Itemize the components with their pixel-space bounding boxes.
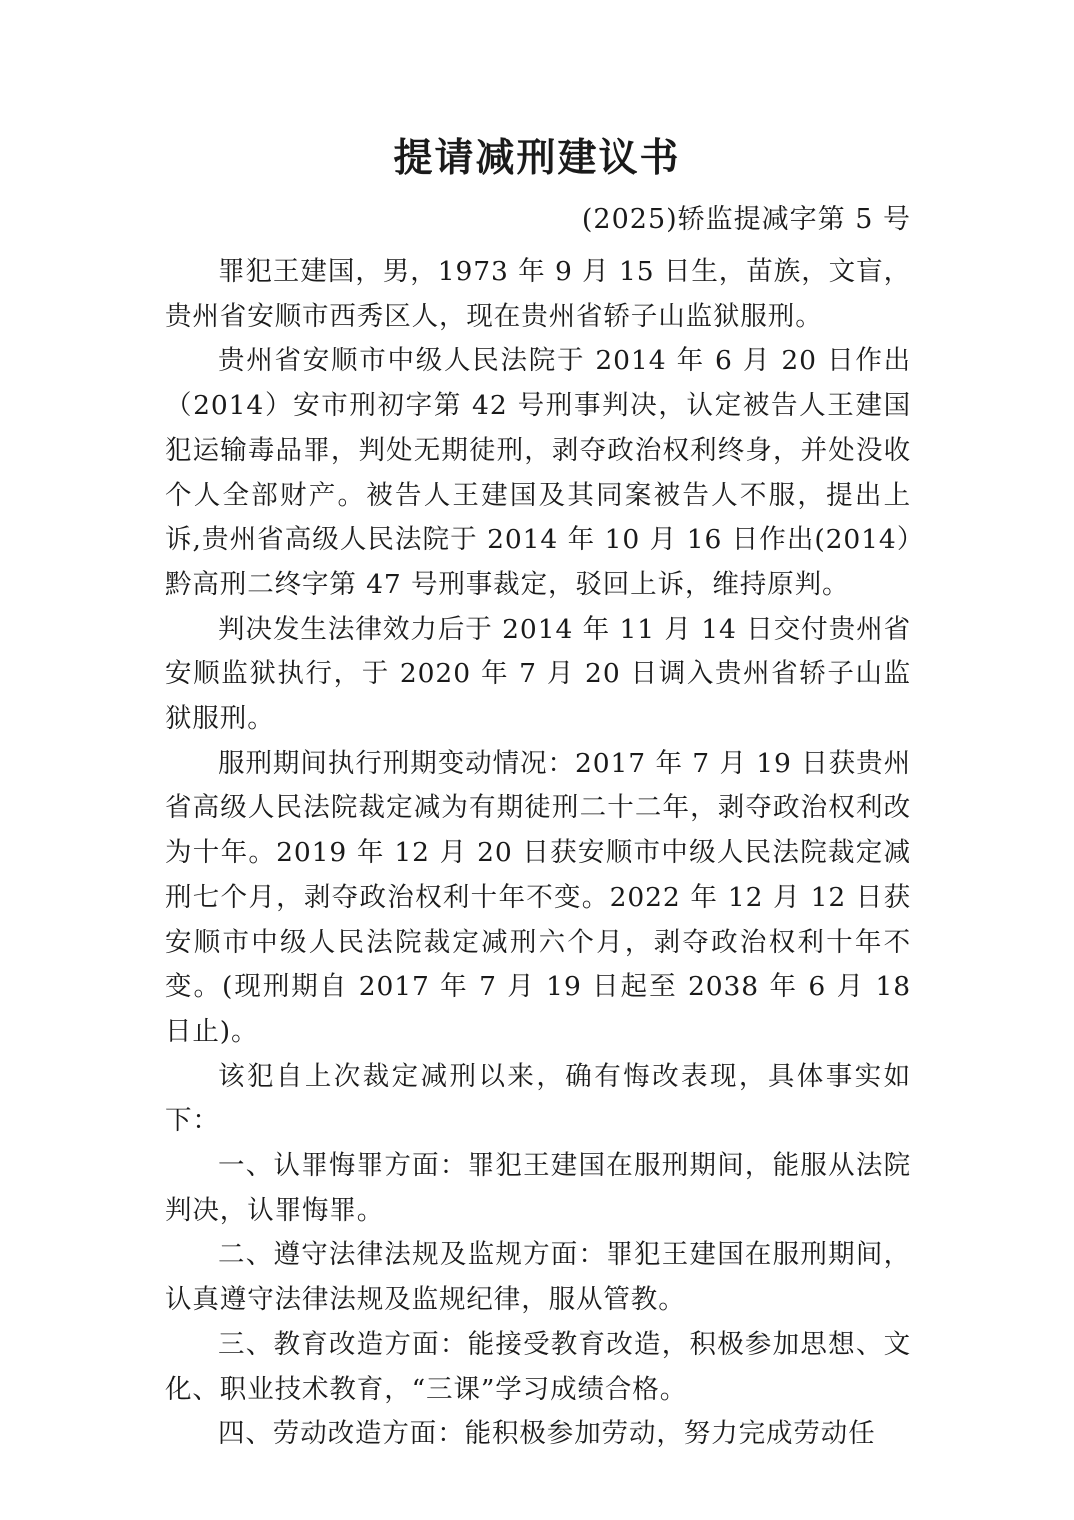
paragraph-education: 三、教育改造方面：能接受教育改造，积极参加思想、文化、职业技术教育，“三课”学习成绩合格。	[165, 1328, 911, 1405]
paragraph-obey-rules: 二、遵守法律法规及监规方面：罪犯王建国在服刑期间，认真遵守法律法规及监规纪律，服从管教。	[165, 1239, 911, 1316]
document-body	[165, 250, 911, 1457]
paragraph-sentence-changes: 服刑期间执行刑期变动情况：2017 年 7 月 19 日获贵州省高级人民法院裁定减为有期徒刑二十二年，剥夺政治权利改为十年。2019 年 12 月 20 日获安顺市中级人民法院裁定减刑七个月，剥夺政治权利十年不变。2022 年 12 月 12 日获安顺市中级人民法院裁定减刑六个月，剥夺政治权利十年不变。(现刑期自 2017 年 7 月 19 日起至 2038 年 6 月 18 日止)。	[165, 747, 911, 1047]
paragraph-original-judgment: 贵州省安顺市中级人民法院于 2014 年 6 月 20 日作出（2014）安市刑初字第 42 号刑事判决，认定被告人王建国犯运输毒品罪，判处无期徒刑，剥夺政治权利终身，并处没收个人全部财产。被告人王建国及其同案被告人不服，提出上诉,贵州省高级人民法院于 2014 年 10 月 16 日作出(2014）黔高刑二终字第 47 号刑事裁定，驳回上诉，维持原判。	[165, 345, 911, 600]
document-number: (2025)轿监提减字第 5 号	[581, 204, 911, 235]
paragraph-execution: 判决发生法律效力后于 2014 年 11 月 14 日交付贵州省安顺监狱执行，于 2020 年 7 月 20 日调入贵州省轿子山监狱服刑。	[165, 613, 911, 735]
paragraph-labor: 四、劳动改造方面：能积极参加劳动，努力完成劳动任	[218, 1418, 876, 1450]
paragraph-plead-guilty: 一、认罪悔罪方面：罪犯王建国在服刑期间，能服从法院判决，认罪悔罪。	[165, 1150, 911, 1226]
paragraph-criminal-info: 罪犯王建国，男，1973 年 9 月 15 日生，苗族，文盲，贵州省安顺市西秀区人，现在贵州省轿子山监狱服刑。	[165, 256, 911, 332]
document-title: 提请减刑建议书	[393, 135, 681, 181]
paragraph-repentance-intro: 该犯自上次裁定减刑以来，确有悔改表现，具体事实如下：	[165, 1060, 911, 1137]
